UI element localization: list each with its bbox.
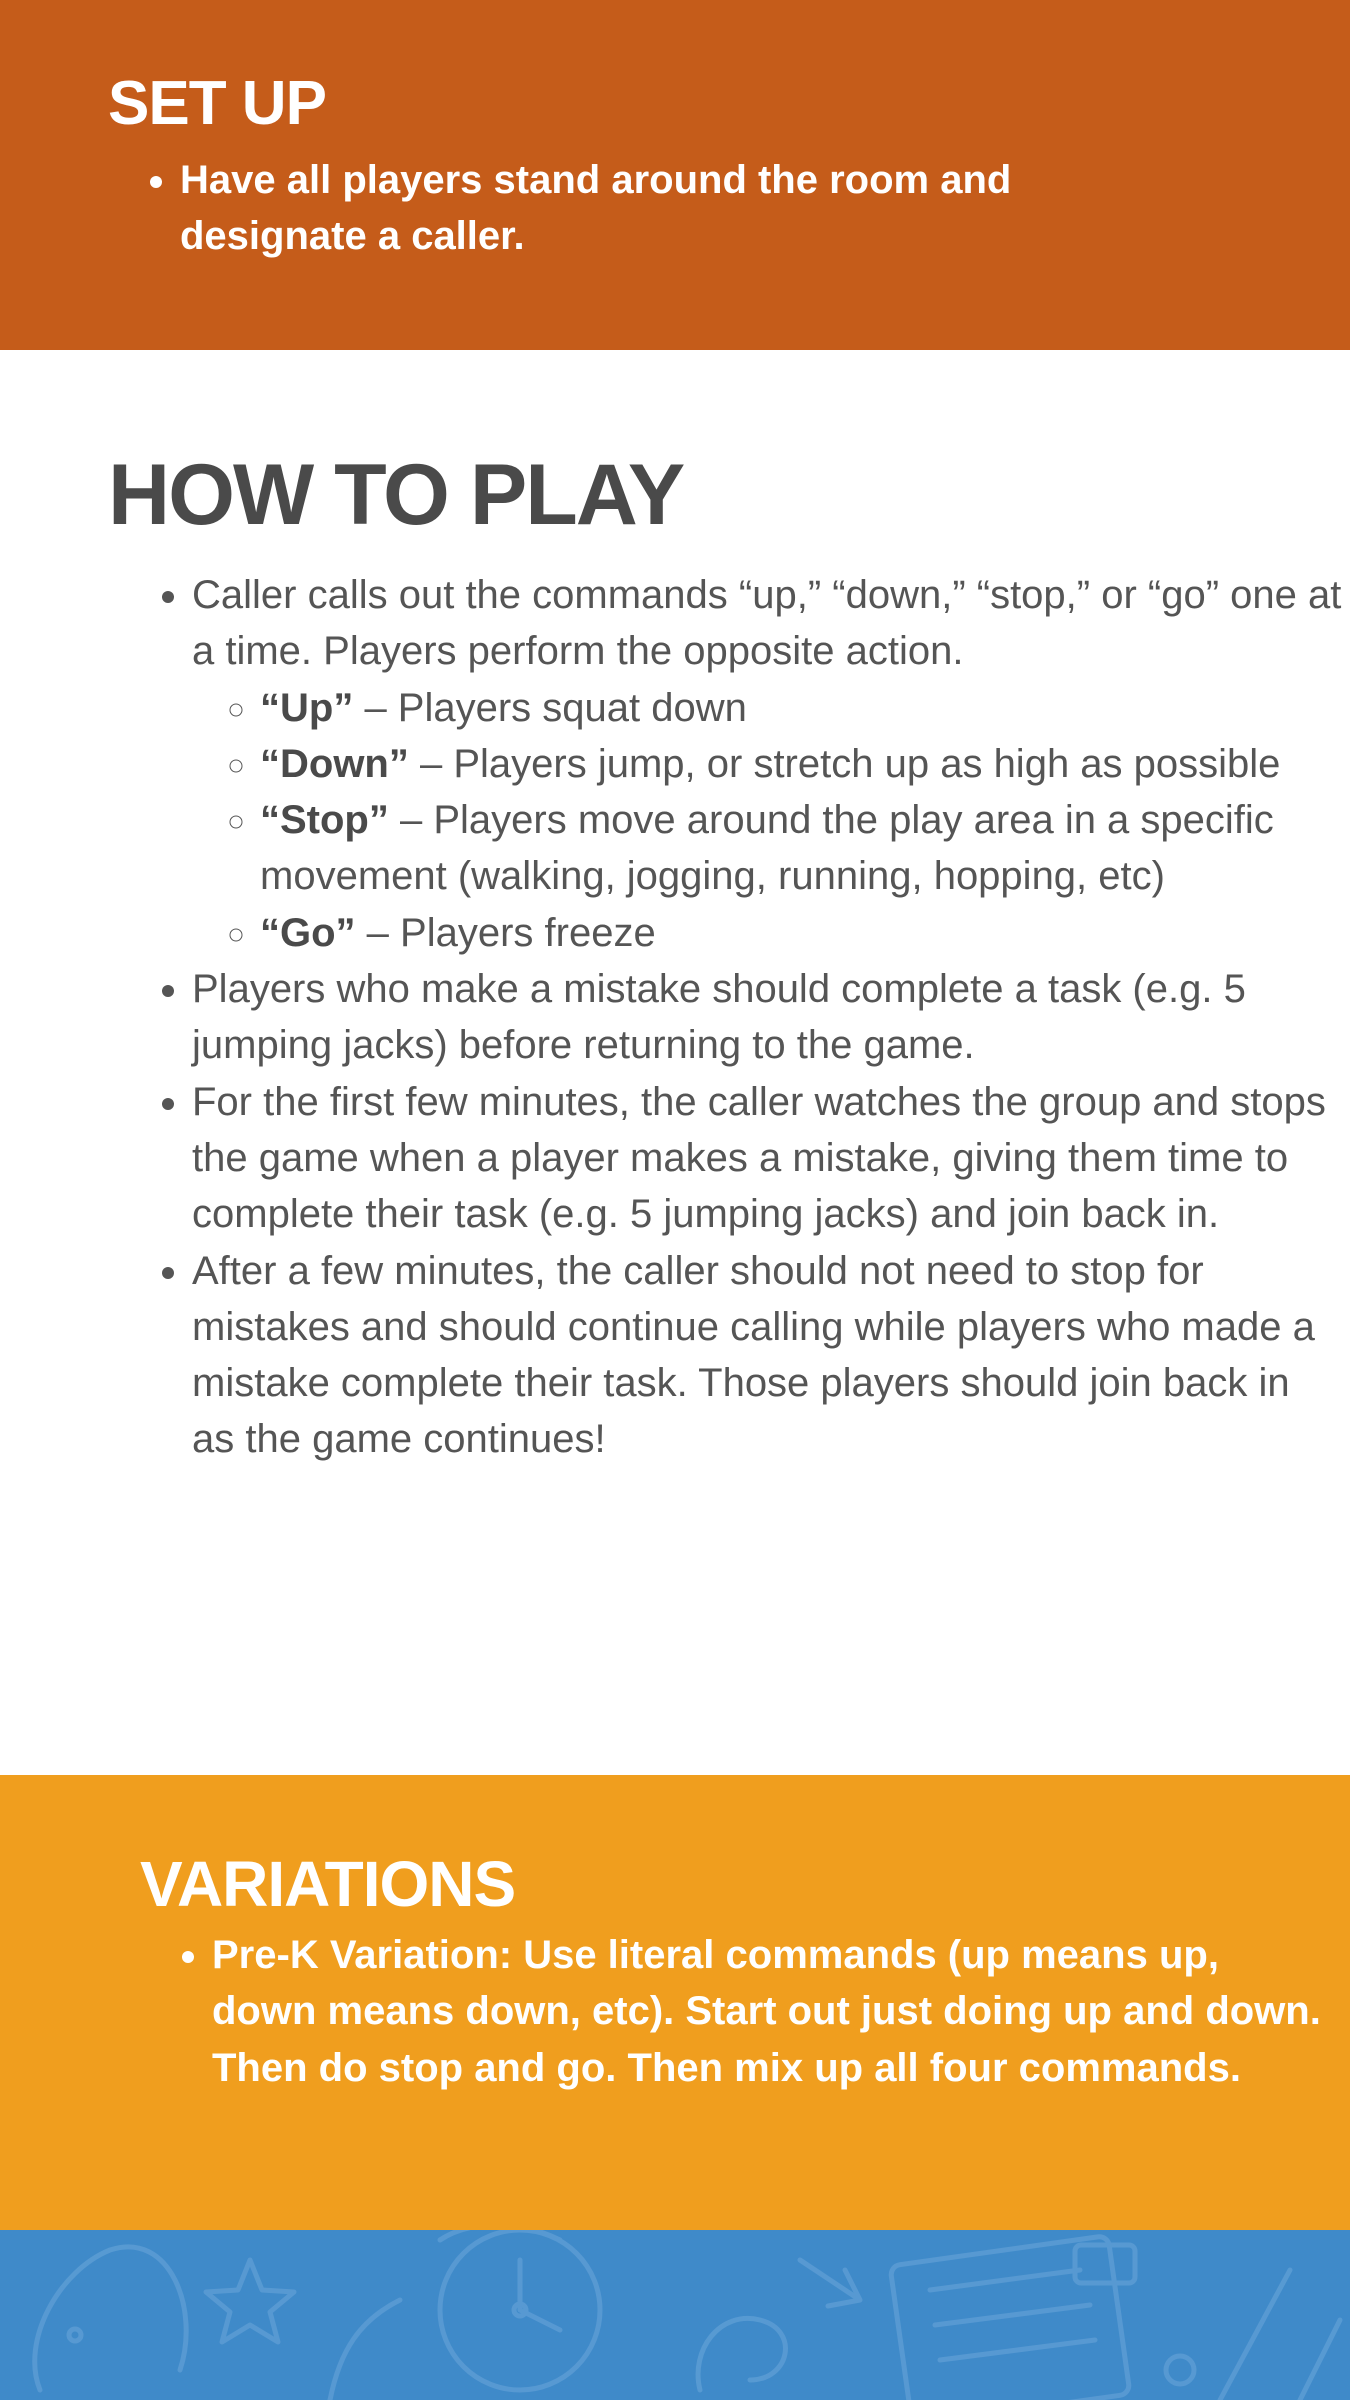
setup-title: SET UP [108,69,326,138]
doodle-small-card-icon [1075,2245,1135,2283]
command-item-down [260,736,1342,792]
command-text: – Players jump, or stretch up as high as possible [408,741,1281,786]
command-text: – Players squat down [353,685,747,730]
doodle-arrow-icon [800,2260,860,2306]
variations-section [0,1775,1350,2230]
intro-text: Caller calls out the commands “up,” “down,” “stop,” or “go” one at a time. Players perform the opposite action. [192,573,1342,674]
commands-list [192,680,1342,961]
setup-section [0,0,1350,350]
command-name: “Stop” [260,798,389,843]
command-item-go [260,905,1342,961]
doodle-curve-icon [330,2300,400,2400]
command-name: “Go” [260,910,356,955]
how-to-play-item: • Players who make a mistake should complete a task (e.g. 5 jumping jacks) before returning to the game. [192,961,1342,1074]
command-name: “Up” [260,685,354,730]
how-to-play-item: • For the first few minutes, the caller watches the group and stops the game when a player makes a mistake, giving them time to complete their task (e.g. 5 jumping jacks) and join back in. [192,1074,1342,1243]
doodle-egg-icon [35,2247,186,2390]
command-name: “Down” [260,741,409,786]
variations-list [140,1927,1322,2096]
how-to-play-intro-item [192,567,1342,961]
how-to-play-title: HOW TO PLAY [108,447,684,543]
how-to-play-item: • After a few minutes, the caller should not need to stop for mistakes and should continue calling while players who made a mistake complete their task. Those players should join back in as the game continues! [192,1243,1342,1468]
setup-list [108,152,1180,264]
doodle-star-icon [206,2260,294,2342]
doodle-swirl-icon [698,2318,785,2390]
doodle-line-icon [1220,2270,1340,2400]
variation-item: • Pre-K Variation: Use literal commands (up means up, down means down, etc). Start out just doing up and down. Then do stop and go. Then mix up all four commands. [212,1927,1322,2096]
variations-title: VARIATIONS [140,1848,516,1920]
command-item-up [260,680,1342,736]
command-item-stop [260,792,1342,905]
doodle-pattern [0,2230,1350,2400]
how-to-play-list [108,567,1342,1468]
command-text: – Players freeze [355,910,656,955]
setup-item: • Have all players stand around the room and designate a caller. [180,152,1180,264]
decorative-footer-band [0,2230,1350,2400]
command-text: – Players move around the play area in a specific movement (walking, jogging, running, hopping, etc) [260,798,1274,899]
doodle-dot-icon [69,2329,81,2341]
